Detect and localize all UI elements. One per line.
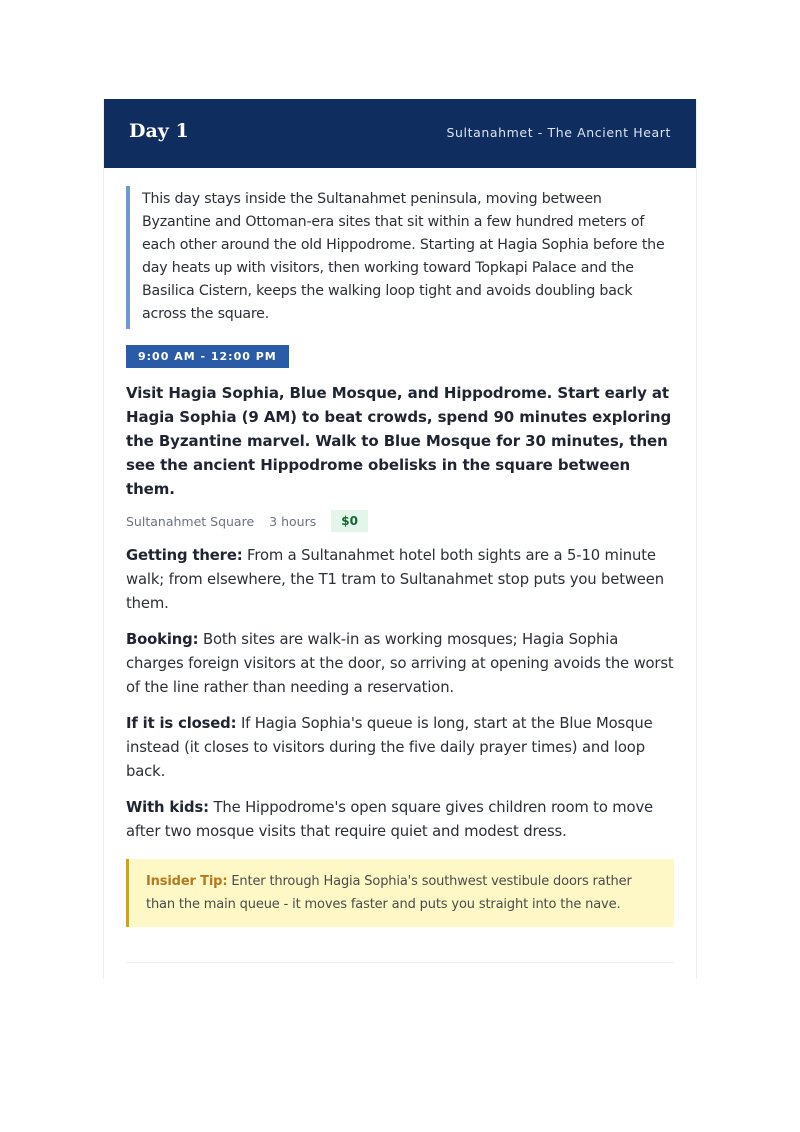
activity-meta [126, 510, 674, 532]
day-header [104, 99, 696, 168]
activity-description: Visit Hagia Sophia, Blue Mosque, and Hippodrome. Start early at Hagia Sophia (9 AM) to beat crowds, spend 90 minutes exploring the Byzantine marvel. Walk to Blue Mosque for 30 minutes, then see the ancient Hippodrome obelisks in the square between them. [126, 384, 672, 498]
activity-duration: 3 hours [269, 513, 317, 529]
time-slot-badge: 9:00 AM - 12:00 PM [126, 345, 289, 368]
detail-label: Getting there: [126, 547, 243, 564]
day-title: Day 1 [129, 120, 189, 142]
day-subtitle: Sultanahmet - The Ancient Heart [446, 125, 671, 140]
day-content [104, 168, 696, 963]
detail-getting-there [126, 544, 674, 616]
detail-label: With kids: [126, 799, 209, 816]
detail-booking [126, 628, 674, 700]
detail-with-kids [126, 796, 674, 844]
section-divider [126, 962, 674, 963]
insider-tip-label: Insider Tip: [146, 874, 228, 889]
detail-text: Both sites are walk-in as working mosques; Hagia Sophia charges foreign visitors at the door, so arriving at opening avoids the worst of the line rather than needing a reservation. [126, 631, 674, 696]
activity-location: Sultanahmet Square [126, 513, 255, 529]
detail-label: If it is closed: [126, 715, 237, 732]
day-intro: This day stays inside the Sultanahmet peninsula, moving between Byzantine and Ottoman-era sites that sit within a few hundred meters of each other around the old Hippodrome. Starting at Hagia Sophia before the day heats up with visitors, then working toward Topkapi Palace and the Basilica Cistern, keeps the walking loop tight and avoids doubling back across the square. [126, 186, 674, 329]
detail-text: If Hagia Sophia's queue is long, start at the Blue Mosque instead (it closes to visitors during the five daily prayer times) and loop back. [126, 715, 653, 780]
detail-text: From a Sultanahmet hotel both sights are a 5-10 minute walk; from elsewhere, the T1 tram to Sultanahmet stop puts you between them. [126, 547, 664, 612]
detail-label: Booking: [126, 631, 199, 648]
detail-text: The Hippodrome's open square gives children room to move after two mosque visits that require quiet and modest dress. [126, 799, 654, 840]
detail-if-closed [126, 712, 674, 784]
day-card [103, 99, 697, 979]
activity-cost-badge: $0 [331, 510, 368, 532]
insider-tip-text: Enter through Hagia Sophia's southwest vestibule doors rather than the main queue - it moves faster and puts you straight into the nave. [146, 874, 632, 912]
insider-tip [126, 859, 674, 927]
